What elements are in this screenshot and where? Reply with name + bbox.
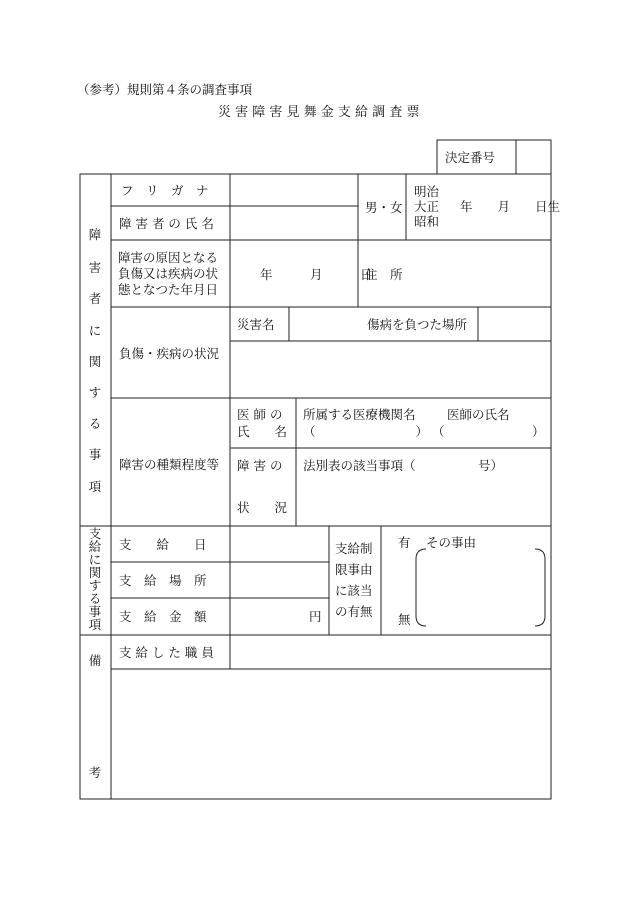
cause-label-2: 負傷又は疾病の状 [118, 266, 219, 281]
limit-no[interactable]: 無 [398, 612, 411, 627]
decision-number-field[interactable] [516, 141, 551, 174]
reason-label: その事由 [426, 535, 477, 550]
institution-label: 所属する医療機関名 [303, 407, 416, 422]
era-taisho[interactable]: 大正 [414, 199, 440, 214]
cause-label-3: 態となつた年月日 [118, 282, 219, 297]
cause-label-1: 障害の原因となる [118, 250, 219, 265]
disability-degree-label: 障害の種類程度等 [119, 457, 220, 472]
doctor-name-field[interactable]: （ ） [432, 424, 545, 439]
doctor-name-label: 医師の氏名 [447, 407, 510, 422]
era-meiji[interactable]: 明治 [414, 184, 440, 199]
injury-status-label: 負傷・疾病の状況 [119, 346, 220, 361]
doctor-label-1: 医 師 の [237, 407, 283, 422]
cause-date: 年 月 日 [260, 267, 373, 282]
address-label: 住 所 [365, 267, 403, 282]
remarks-side-bottom: 考 [88, 765, 102, 780]
status-label-2: 状 況 [237, 500, 288, 515]
era-showa[interactable]: 昭和 [414, 214, 440, 229]
pay-place-label: 支 給 場 所 [119, 573, 207, 588]
limit-label-2: 限事由 [335, 562, 373, 577]
doctor-label-2: 氏 名 [237, 424, 288, 439]
limit-label-1: 支給制 [335, 541, 373, 556]
furigana-label: フ リ ガ ナ [121, 183, 209, 198]
staff-label: 支 給 し た 職 員 [119, 645, 214, 660]
limit-yes[interactable]: 有 [398, 535, 411, 550]
pay-date-label: 支 給 日 [119, 537, 207, 552]
sex-selector[interactable]: 男・女 [365, 200, 403, 215]
name-label: 障 害 者 の 氏 名 [119, 216, 214, 231]
yen-unit: 円 [309, 609, 322, 624]
limit-label-4: の有無 [335, 604, 373, 619]
remarks-side-top: 備 [88, 653, 102, 668]
institution-field[interactable]: （ ） [303, 424, 429, 439]
header-note: （参考）規則第４条の調査事項 [77, 82, 253, 97]
appendix-label: 法別表の該当事項（ 号） [303, 458, 504, 473]
birth-date: 年 月 日生 [460, 199, 561, 214]
disaster-name-label: 災害名 [237, 317, 275, 332]
reason-left-bracket [416, 549, 426, 626]
decision-number-label: 決定番号 [445, 150, 496, 165]
pay-amount-label: 支 給 金 額 [119, 609, 207, 624]
form-title: 災 害 障 害 見 舞 金 支 給 調 査 票 [218, 105, 420, 120]
injury-place-label: 傷病を負つた場所 [367, 317, 468, 332]
reason-right-bracket [535, 549, 545, 626]
status-label-1: 障 害 の [237, 458, 283, 473]
limit-label-3: に該当 [335, 583, 373, 598]
